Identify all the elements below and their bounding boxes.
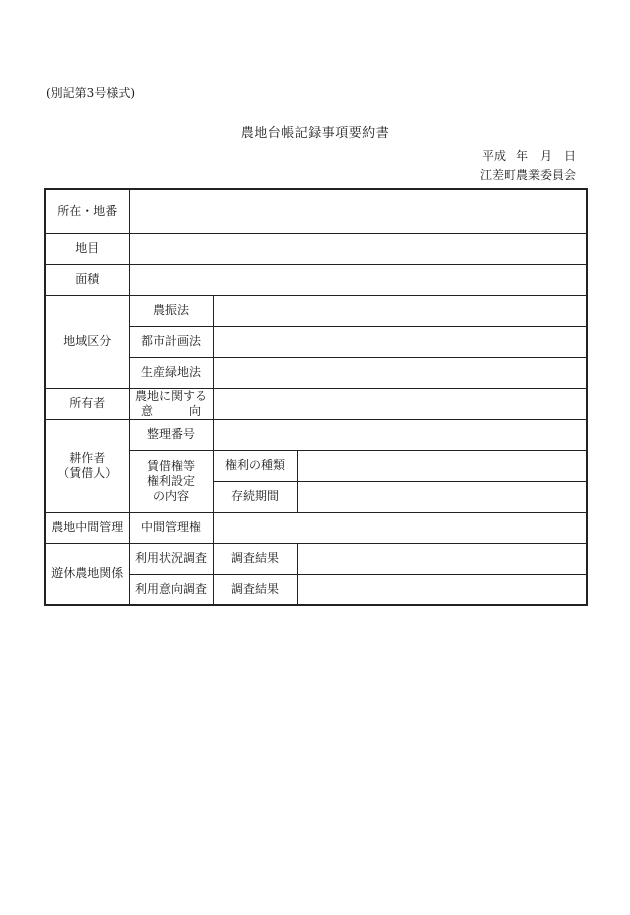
ref-number-value[interactable] xyxy=(213,419,587,450)
duration-label: 存続期間 xyxy=(213,481,297,512)
row-ref-number xyxy=(45,419,587,450)
row-intermediary xyxy=(45,512,587,543)
usage-survey-label: 利用状況調査 xyxy=(129,543,213,574)
owner-intent-line1: 農地に関する xyxy=(134,388,207,403)
summary-table xyxy=(44,188,588,606)
location-label: 所在・地番 xyxy=(45,189,129,233)
ref-number-label: 整理番号 xyxy=(129,419,213,450)
green-space-label: 生産緑地法 xyxy=(129,357,213,388)
intent-survey-result-value[interactable] xyxy=(297,574,587,605)
cultivator-label-line1: 耕作者 xyxy=(69,450,106,465)
row-land-category xyxy=(45,233,587,264)
row-owner xyxy=(45,388,587,419)
area-label: 面積 xyxy=(45,264,129,295)
rights-content-label xyxy=(129,450,213,512)
owner-intent-line2: 意 向 xyxy=(140,403,201,418)
date-line xyxy=(482,147,576,164)
rights-line3: の内容 xyxy=(152,488,189,503)
zoning-label: 地域区分 xyxy=(45,295,129,388)
idle-farmland-label: 遊休農地関係 xyxy=(45,543,129,605)
cultivator-label-line2: （賃借人） xyxy=(57,465,118,480)
document-title: 農地台帳記録事項要約書 xyxy=(240,126,390,141)
right-type-label: 権利の種類 xyxy=(213,450,297,481)
intermediary-right-label: 中間管理権 xyxy=(129,512,213,543)
date-month-unit: 月 xyxy=(540,149,553,163)
row-location xyxy=(45,189,587,233)
rights-line1: 賃借権等 xyxy=(146,458,195,473)
usage-survey-result-value[interactable] xyxy=(297,543,587,574)
city-planning-label: 都市計画法 xyxy=(129,326,213,357)
intent-survey-label: 利用意向調査 xyxy=(129,574,213,605)
duration-value[interactable] xyxy=(297,481,587,512)
cultivator-label xyxy=(45,419,129,512)
city-planning-value[interactable] xyxy=(213,326,587,357)
date-year-unit: 年 xyxy=(516,149,529,163)
area-value[interactable] xyxy=(129,264,587,295)
date-era: 平成 xyxy=(482,149,507,163)
row-usage-survey xyxy=(45,543,587,574)
row-area xyxy=(45,264,587,295)
owner-intent-label xyxy=(129,388,213,419)
date-day-unit: 日 xyxy=(564,149,577,163)
owner-intent-value[interactable] xyxy=(213,388,587,419)
land-category-value[interactable] xyxy=(129,233,587,264)
right-type-value[interactable] xyxy=(297,450,587,481)
intermediary-right-value[interactable] xyxy=(213,512,587,543)
usage-survey-result-label: 調査結果 xyxy=(213,543,297,574)
agri-promotion-label: 農振法 xyxy=(129,295,213,326)
rights-line2: 権利設定 xyxy=(146,473,195,488)
agri-promotion-value[interactable] xyxy=(213,295,587,326)
green-space-value[interactable] xyxy=(213,357,587,388)
row-agri-promotion xyxy=(45,295,587,326)
issuer-name: 江差町農業委員会 xyxy=(480,168,577,182)
land-category-label: 地目 xyxy=(45,233,129,264)
location-value[interactable] xyxy=(129,189,587,233)
intent-survey-result-label: 調査結果 xyxy=(213,574,297,605)
owner-label: 所有者 xyxy=(45,388,129,419)
form-code: (別記第3号様式) xyxy=(46,86,135,100)
intermediary-label: 農地中間管理 xyxy=(45,512,129,543)
